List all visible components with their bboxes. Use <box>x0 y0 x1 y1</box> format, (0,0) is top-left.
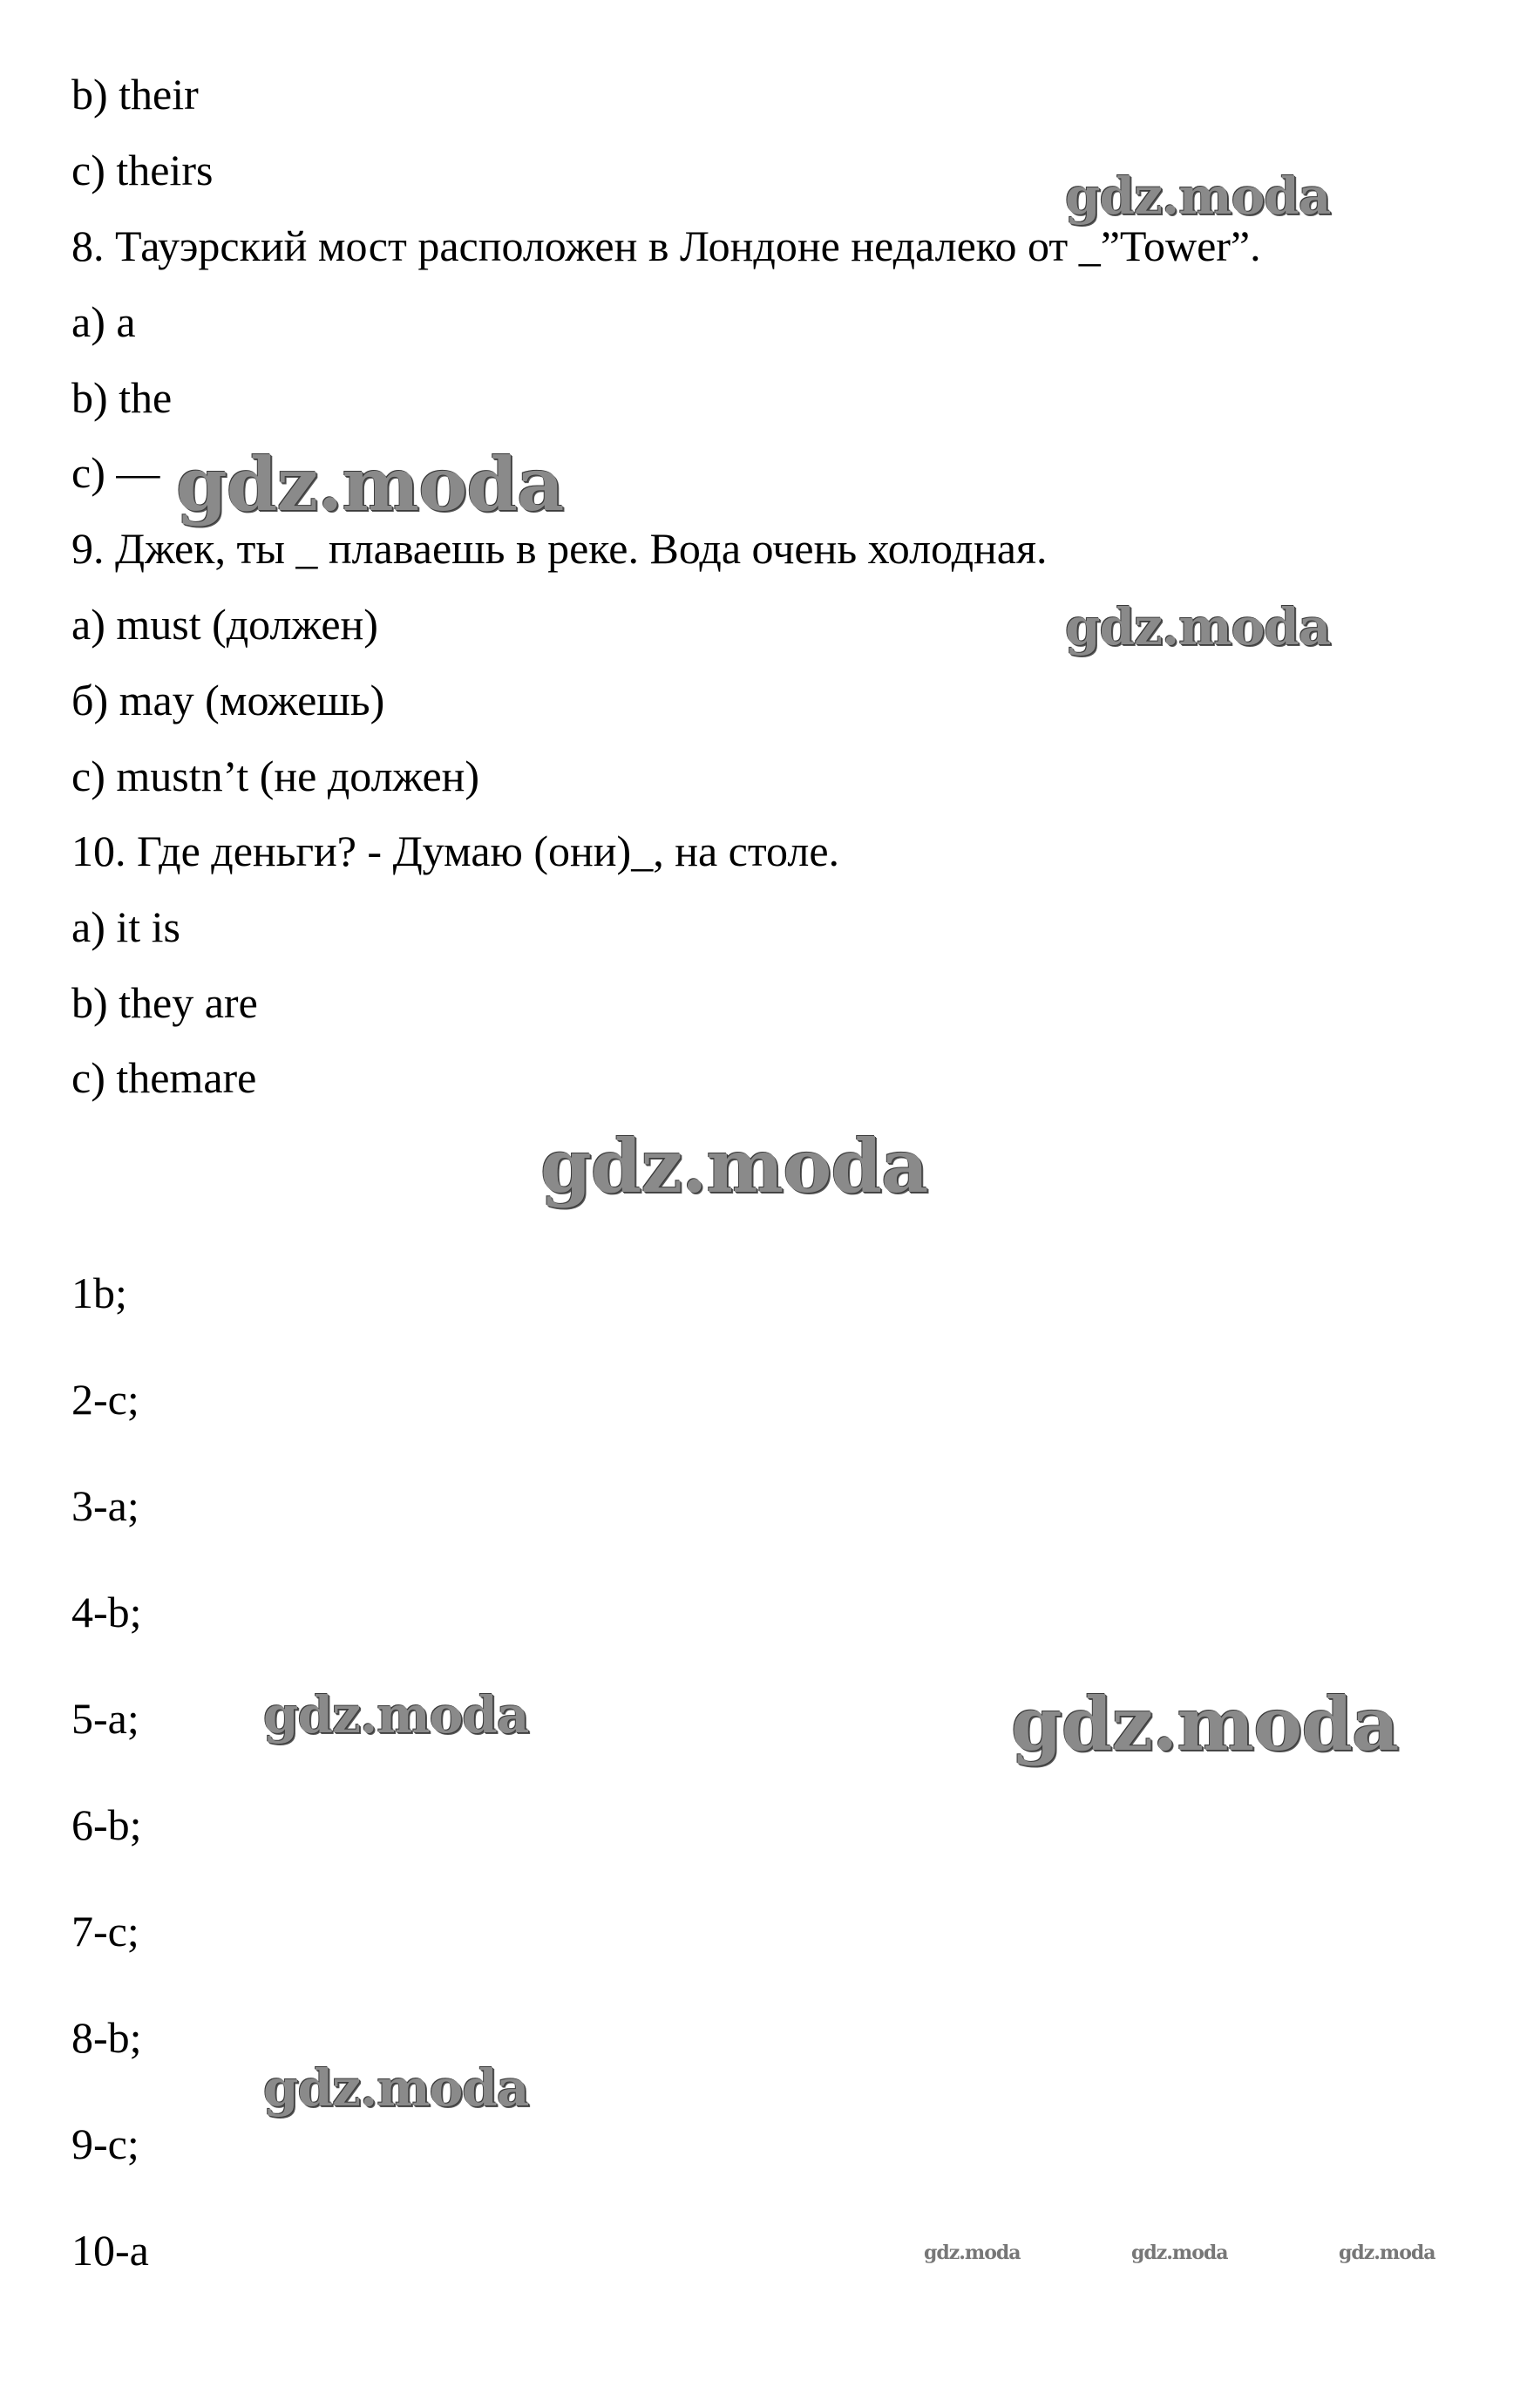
answer-line: 3-a; <box>71 1481 139 1530</box>
answer-line: 8-b; <box>71 2013 142 2062</box>
answer-line: 10-a <box>71 2226 149 2275</box>
watermark: gdz.moda <box>1065 597 1331 656</box>
question-line: 10. Где деньги? - Думаю (они)_, на столе. <box>71 826 840 875</box>
answer-line: 4-b; <box>71 1588 142 1636</box>
watermark: gdz.moda <box>1131 2241 1228 2264</box>
answer-line: 1b; <box>71 1269 127 1317</box>
watermark: gdz.moda <box>540 1123 928 1209</box>
question-line: б) may (можешь) <box>71 676 385 724</box>
answer-line: 5-a; <box>71 1694 139 1743</box>
watermark: gdz.moda <box>924 2241 1021 2264</box>
question-line: b) their <box>71 70 199 119</box>
question-line: 8. Тауэрский мост расположен в Лондоне недалеко от _”Tower”. <box>71 221 1261 270</box>
question-line: c) mustn’t (не должен) <box>71 752 480 800</box>
watermark: gdz.moda <box>1011 1681 1399 1767</box>
answer-line: 7-c; <box>71 1907 139 1956</box>
answer-line: 9-c; <box>71 2119 139 2168</box>
question-line: a) must (должен) <box>71 600 378 649</box>
answer-line: 6-b; <box>71 1800 142 1849</box>
answer-line: 2-c; <box>71 1375 139 1424</box>
watermark: gdz.moda <box>1065 167 1331 226</box>
question-line: c) — <box>71 448 160 497</box>
question-line: a) a <box>71 297 136 346</box>
question-line: c) themare <box>71 1053 257 1102</box>
watermark: gdz.moda <box>176 441 564 527</box>
question-line: 9. Джек, ты _ плаваешь в реке. Вода очень холодная. <box>71 524 1048 573</box>
question-line: b) the <box>71 373 173 422</box>
watermark: gdz.moda <box>263 1685 529 1745</box>
question-line: b) they are <box>71 978 258 1027</box>
question-line: c) theirs <box>71 146 214 194</box>
watermark: gdz.moda <box>263 2058 529 2118</box>
question-line: a) it is <box>71 902 180 951</box>
watermark: gdz.moda <box>1339 2241 1435 2264</box>
